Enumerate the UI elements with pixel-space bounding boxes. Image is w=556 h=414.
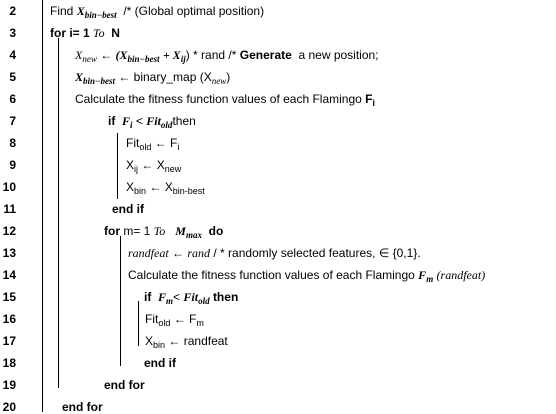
code-line-6 — [75, 92, 375, 106]
statement-text: Calculate the fitness function values of each Flamingo — [128, 268, 415, 282]
keyword-to: To — [153, 224, 166, 238]
math-var: randfeat — [128, 246, 169, 260]
main-loop-rule — [58, 38, 59, 388]
code-line-3 — [50, 26, 120, 40]
math-var: + $X_{ij}$ — [162, 48, 186, 64]
math-var: $F_i$ — [365, 92, 376, 108]
keyword-if: if — [144, 290, 152, 304]
expr-tail: ) * rand — [185, 48, 226, 62]
math-var: rand — [187, 246, 211, 260]
math-arg: (randfeat) — [436, 268, 486, 282]
statement-text: Calculate the fitness function values of each Flamingo — [75, 92, 362, 106]
function-call: binary_map $(X_{new})$ — [133, 70, 231, 86]
math-var: Fit$_{old}$ — [183, 290, 210, 306]
line-number: 19 — [2, 378, 16, 392]
code-line-13 — [128, 246, 421, 260]
math-var: $X_{bin}$ — [145, 334, 166, 350]
line-number: 7 — [9, 114, 16, 128]
code-line-16 — [145, 312, 204, 326]
if-block-rule — [117, 133, 118, 199]
math-var: $X_{new}$ — [75, 48, 97, 64]
code-line-7 — [108, 114, 196, 128]
math-var: $X_{new}$ — [156, 158, 182, 174]
keyword-end-for: end for — [62, 400, 103, 414]
math-var: $X_{ij}$ — [126, 158, 139, 174]
line-number: 20 — [2, 400, 16, 414]
line-number: 2 — [9, 4, 16, 18]
code-line-14 — [128, 268, 485, 282]
code-line-10 — [126, 180, 205, 194]
loop-start: m= 1 — [123, 224, 151, 238]
math-var: $X_{bin-best}$ — [76, 4, 117, 20]
math-var: $F_i$ — [170, 136, 180, 152]
keyword-generate: Generate — [239, 48, 292, 62]
math-var: Fit$_{old}$ — [126, 136, 152, 152]
keyword-if: if — [108, 114, 116, 128]
keyword-for: for — [50, 26, 66, 40]
assign-arrow: ← — [149, 180, 162, 194]
loop-start: i= 1 — [69, 26, 90, 40]
operator: < — [135, 114, 143, 128]
outer-block-rule — [42, 0, 43, 412]
assign-arrow: ← — [100, 48, 113, 62]
code-line-11 — [112, 202, 144, 216]
assign-arrow: ← — [173, 312, 186, 326]
line-number: 12 — [2, 224, 16, 238]
math-var: $F_i$ — [122, 114, 133, 130]
assign-arrow: ← — [172, 246, 185, 260]
line-number: 8 — [9, 136, 16, 150]
line-number: 9 — [9, 158, 16, 172]
assign-arrow: ← — [168, 334, 181, 348]
code-line-4 — [75, 48, 379, 62]
keyword-end-for: end for — [104, 378, 145, 392]
math-var: $X_{bin}$ — [126, 180, 147, 196]
keyword-end-if: end if — [144, 356, 176, 370]
line-number: 16 — [2, 312, 16, 326]
line-number: 6 — [9, 92, 16, 106]
code-line-17 — [145, 334, 228, 348]
code-line-18 — [144, 356, 176, 370]
line-number: 3 — [9, 26, 16, 40]
math-var: Fit$_{old}$ — [146, 114, 173, 130]
keyword-then: then — [172, 114, 196, 128]
inner-loop-rule — [120, 236, 121, 366]
code-line-12 — [104, 224, 223, 238]
line-number: 13 — [2, 246, 16, 260]
keyword-for: for — [104, 224, 120, 238]
comment: /* (Global optimal position) — [123, 4, 265, 18]
line-number: 5 — [9, 70, 16, 84]
math-var: ($X_{bin-best}$ — [115, 48, 160, 64]
line-number: 4 — [9, 48, 16, 62]
keyword-to: To — [93, 26, 105, 40]
operator: < — [173, 290, 181, 304]
math-var: $M_{max}$ — [175, 224, 202, 240]
keyword-find: Find — [50, 4, 74, 18]
assign-arrow: ← — [118, 70, 131, 84]
code-line-15 — [144, 290, 238, 304]
code-line-2 — [50, 4, 264, 18]
comment-text: a new position; — [298, 48, 379, 62]
set-notation: ∈ {0,1}. — [378, 246, 421, 260]
line-number: 18 — [2, 356, 16, 370]
line-number: 15 — [2, 290, 16, 304]
code-line-19 — [104, 378, 145, 392]
comment: /* — [228, 48, 237, 62]
value: randfeat — [183, 334, 228, 348]
math-var: $F_m$ — [418, 268, 434, 284]
math-var: $F_m$ — [158, 290, 174, 306]
line-number: 14 — [2, 268, 16, 282]
line-number: 10 — [2, 180, 16, 194]
code-line-9 — [126, 158, 181, 172]
assign-arrow: ← — [154, 136, 167, 150]
math-var: $X_{bin-best}$ — [75, 70, 115, 86]
line-number: 17 — [2, 334, 16, 348]
keyword-then: then — [212, 290, 239, 304]
line-number: 11 — [3, 202, 16, 216]
comment: / * randomly selected features, — [213, 246, 376, 260]
assign-arrow: ← — [141, 158, 154, 172]
math-var: Fit$_{old}$ — [145, 312, 171, 328]
code-line-5 — [75, 70, 230, 84]
math-var: $X_{bin-best}$ — [164, 180, 205, 196]
loop-end: N — [111, 26, 120, 40]
keyword-end-if: end if — [112, 202, 144, 216]
keyword-do: do — [208, 224, 224, 238]
inner-if-rule — [138, 301, 139, 346]
code-line-8 — [126, 136, 179, 150]
math-var: $F_m$ — [189, 312, 204, 328]
